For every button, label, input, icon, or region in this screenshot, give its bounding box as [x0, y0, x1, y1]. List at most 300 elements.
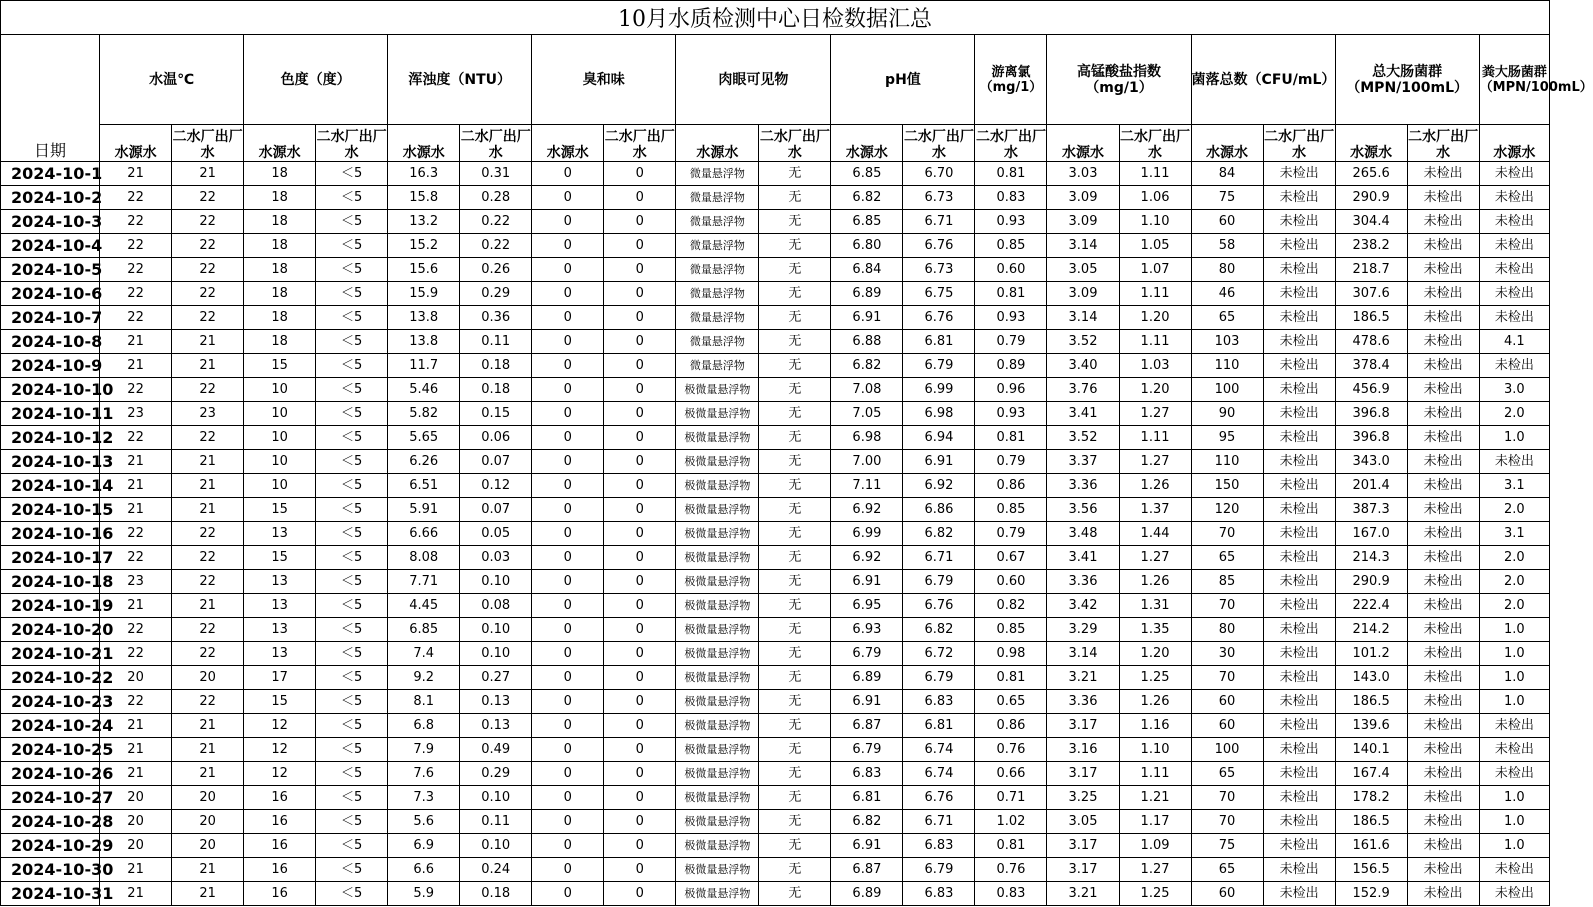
table-cell[interactable]: 13	[244, 618, 316, 642]
table-cell[interactable]: 未检出	[1263, 642, 1335, 666]
table-cell[interactable]: 201.4	[1335, 474, 1407, 498]
table-cell[interactable]: 2.0	[1479, 594, 1549, 618]
table-cell[interactable]: 3.1	[1479, 474, 1549, 498]
table-cell[interactable]: 未检出	[1263, 330, 1335, 354]
table-cell[interactable]: 无	[759, 234, 831, 258]
table-cell[interactable]: 1.0	[1479, 810, 1549, 834]
table-cell[interactable]: 极微量悬浮物	[676, 498, 759, 522]
date-cell[interactable]: 2024-10-22	[1, 666, 100, 690]
table-cell[interactable]: 21	[172, 450, 244, 474]
sub-header[interactable]: 水源水	[100, 125, 172, 162]
table-cell[interactable]: 0	[604, 426, 676, 450]
table-cell[interactable]: 6.70	[903, 162, 975, 186]
table-cell[interactable]: 1.11	[1119, 426, 1191, 450]
table-cell[interactable]: 95	[1191, 426, 1263, 450]
table-cell[interactable]: 无	[759, 666, 831, 690]
table-cell[interactable]: 6.98	[903, 402, 975, 426]
table-cell[interactable]: 未检出	[1407, 642, 1479, 666]
table-cell[interactable]: 6.66	[388, 522, 460, 546]
table-cell[interactable]: 无	[759, 402, 831, 426]
table-cell[interactable]: 3.16	[1047, 738, 1119, 762]
table-cell[interactable]: 6.79	[831, 738, 903, 762]
table-cell[interactable]: 未检出	[1263, 834, 1335, 858]
sub-header[interactable]: 水源水	[388, 125, 460, 162]
table-cell[interactable]: 1.0	[1479, 426, 1549, 450]
table-cell[interactable]: 3.09	[1047, 210, 1119, 234]
table-cell[interactable]: ＜5	[316, 810, 388, 834]
table-cell[interactable]: 3.36	[1047, 474, 1119, 498]
table-cell[interactable]: 6.79	[831, 642, 903, 666]
sub-header[interactable]: 二水厂出厂水	[460, 125, 532, 162]
table-cell[interactable]: 3.03	[1047, 162, 1119, 186]
table-cell[interactable]: 20	[172, 786, 244, 810]
table-cell[interactable]: 未检出	[1263, 282, 1335, 306]
table-cell[interactable]: 6.82	[831, 810, 903, 834]
table-cell[interactable]: 3.76	[1047, 378, 1119, 402]
table-cell[interactable]: 0.31	[460, 162, 532, 186]
table-cell[interactable]: 0	[532, 450, 604, 474]
table-cell[interactable]: 140.1	[1335, 738, 1407, 762]
table-cell[interactable]: 152.9	[1335, 882, 1407, 906]
table-cell[interactable]: 未检出	[1263, 618, 1335, 642]
table-cell[interactable]: 70	[1191, 786, 1263, 810]
table-cell[interactable]: 0.29	[460, 282, 532, 306]
table-cell[interactable]: 110	[1191, 354, 1263, 378]
group-header[interactable]: 高锰酸盐指数（mg/1）	[1047, 35, 1191, 125]
table-cell[interactable]: 22	[100, 546, 172, 570]
table-cell[interactable]: 0.36	[460, 306, 532, 330]
table-cell[interactable]: 1.27	[1119, 402, 1191, 426]
table-cell[interactable]: 90	[1191, 402, 1263, 426]
table-cell[interactable]: 3.17	[1047, 762, 1119, 786]
table-cell[interactable]: 未检出	[1263, 738, 1335, 762]
table-cell[interactable]: 1.02	[975, 810, 1047, 834]
table-cell[interactable]: 微量悬浮物	[676, 162, 759, 186]
sub-header[interactable]: 二水厂出厂水	[975, 125, 1047, 162]
table-cell[interactable]: 1.25	[1119, 666, 1191, 690]
table-cell[interactable]: 未检出	[1407, 450, 1479, 474]
table-cell[interactable]: 1.09	[1119, 834, 1191, 858]
table-cell[interactable]: 22	[172, 306, 244, 330]
table-cell[interactable]: 222.4	[1335, 594, 1407, 618]
date-cell[interactable]: 2024-10-27	[1, 786, 100, 810]
table-cell[interactable]: 60	[1191, 690, 1263, 714]
table-cell[interactable]: 21	[100, 330, 172, 354]
table-cell[interactable]: 0.71	[975, 786, 1047, 810]
date-cell[interactable]: 2024-10-8	[1, 330, 100, 354]
table-cell[interactable]: 0.82	[975, 594, 1047, 618]
table-cell[interactable]: 22	[100, 426, 172, 450]
table-cell[interactable]: 16	[244, 810, 316, 834]
table-cell[interactable]: 75	[1191, 834, 1263, 858]
table-cell[interactable]: 极微量悬浮物	[676, 858, 759, 882]
table-cell[interactable]: 16	[244, 858, 316, 882]
table-cell[interactable]: 6.9	[388, 834, 460, 858]
group-header[interactable]: 菌落总数（CFU/mL）	[1191, 35, 1335, 125]
table-cell[interactable]: 1.0	[1479, 834, 1549, 858]
table-cell[interactable]: 微量悬浮物	[676, 282, 759, 306]
table-cell[interactable]: 6.92	[903, 474, 975, 498]
table-cell[interactable]: 21	[172, 162, 244, 186]
table-cell[interactable]: 未检出	[1263, 594, 1335, 618]
table-cell[interactable]: 0.22	[460, 210, 532, 234]
table-cell[interactable]: 无	[759, 810, 831, 834]
table-cell[interactable]: 3.09	[1047, 282, 1119, 306]
table-cell[interactable]: 21	[172, 858, 244, 882]
table-cell[interactable]: 7.08	[831, 378, 903, 402]
table-cell[interactable]: ＜5	[316, 162, 388, 186]
table-cell[interactable]: 6.79	[903, 570, 975, 594]
table-cell[interactable]: 22	[172, 546, 244, 570]
date-cell[interactable]: 2024-10-4	[1, 234, 100, 258]
table-cell[interactable]: 2.0	[1479, 546, 1549, 570]
table-cell[interactable]: 3.05	[1047, 258, 1119, 282]
table-cell[interactable]: 0	[532, 330, 604, 354]
table-cell[interactable]: 1.0	[1479, 786, 1549, 810]
table-cell[interactable]: 167.0	[1335, 522, 1407, 546]
table-cell[interactable]: 20	[100, 834, 172, 858]
table-cell[interactable]: 15.9	[388, 282, 460, 306]
table-cell[interactable]: 21	[100, 714, 172, 738]
table-cell[interactable]: 0	[604, 642, 676, 666]
table-cell[interactable]: 0	[604, 570, 676, 594]
table-cell[interactable]: 6.79	[903, 354, 975, 378]
table-cell[interactable]: 7.00	[831, 450, 903, 474]
table-cell[interactable]: 未检出	[1263, 810, 1335, 834]
table-cell[interactable]: 6.82	[903, 522, 975, 546]
table-cell[interactable]: ＜5	[316, 306, 388, 330]
table-cell[interactable]: 0.06	[460, 426, 532, 450]
table-cell[interactable]: 0.12	[460, 474, 532, 498]
table-cell[interactable]: 15	[244, 354, 316, 378]
table-cell[interactable]: 20	[100, 786, 172, 810]
table-cell[interactable]: 10	[244, 450, 316, 474]
table-cell[interactable]: 378.4	[1335, 354, 1407, 378]
table-cell[interactable]: ＜5	[316, 402, 388, 426]
table-cell[interactable]: 0.81	[975, 282, 1047, 306]
table-cell[interactable]: 21	[172, 474, 244, 498]
table-cell[interactable]: ＜5	[316, 858, 388, 882]
table-cell[interactable]: 6.92	[831, 498, 903, 522]
table-cell[interactable]: 17	[244, 666, 316, 690]
table-cell[interactable]: 极微量悬浮物	[676, 714, 759, 738]
table-cell[interactable]: 11.7	[388, 354, 460, 378]
table-cell[interactable]: 未检出	[1263, 762, 1335, 786]
table-cell[interactable]: 80	[1191, 258, 1263, 282]
table-cell[interactable]: 3.52	[1047, 426, 1119, 450]
table-cell[interactable]: 3.36	[1047, 570, 1119, 594]
table-cell[interactable]: 9.2	[388, 666, 460, 690]
table-cell[interactable]: 微量悬浮物	[676, 186, 759, 210]
table-cell[interactable]: 7.3	[388, 786, 460, 810]
table-cell[interactable]: 101.2	[1335, 642, 1407, 666]
table-cell[interactable]: 0	[604, 450, 676, 474]
table-cell[interactable]: 21	[100, 474, 172, 498]
date-cell[interactable]: 2024-10-30	[1, 858, 100, 882]
table-cell[interactable]: 6.85	[831, 210, 903, 234]
table-cell[interactable]: 1.10	[1119, 210, 1191, 234]
sub-header[interactable]: 二水厂出厂水	[903, 125, 975, 162]
table-cell[interactable]: 极微量悬浮物	[676, 642, 759, 666]
table-cell[interactable]: 0	[532, 762, 604, 786]
table-cell[interactable]: 未检出	[1263, 666, 1335, 690]
table-cell[interactable]: 6.83	[903, 834, 975, 858]
date-cell[interactable]: 2024-10-6	[1, 282, 100, 306]
table-cell[interactable]: 22	[100, 210, 172, 234]
sub-header[interactable]: 二水厂出厂水	[1407, 125, 1479, 162]
group-header[interactable]: 肉眼可见物	[676, 35, 831, 125]
date-cell[interactable]: 2024-10-14	[1, 474, 100, 498]
table-cell[interactable]: 396.8	[1335, 402, 1407, 426]
table-cell[interactable]: 极微量悬浮物	[676, 474, 759, 498]
table-cell[interactable]: 0.13	[460, 690, 532, 714]
table-cell[interactable]: 未检出	[1407, 330, 1479, 354]
table-cell[interactable]: 6.84	[831, 258, 903, 282]
table-cell[interactable]: 未检出	[1479, 714, 1549, 738]
table-cell[interactable]: 微量悬浮物	[676, 210, 759, 234]
table-cell[interactable]: 极微量悬浮物	[676, 834, 759, 858]
date-cell[interactable]: 2024-10-31	[1, 882, 100, 906]
table-cell[interactable]: 21	[172, 714, 244, 738]
table-cell[interactable]: 30	[1191, 642, 1263, 666]
table-cell[interactable]: 20	[172, 666, 244, 690]
table-cell[interactable]: 1.26	[1119, 570, 1191, 594]
date-header[interactable]: 日期	[1, 35, 100, 162]
table-cell[interactable]: 未检出	[1407, 354, 1479, 378]
table-cell[interactable]: ＜5	[316, 570, 388, 594]
table-cell[interactable]: 84	[1191, 162, 1263, 186]
table-cell[interactable]: ＜5	[316, 666, 388, 690]
table-cell[interactable]: 21	[100, 858, 172, 882]
table-cell[interactable]: 70	[1191, 810, 1263, 834]
table-cell[interactable]: ＜5	[316, 354, 388, 378]
table-cell[interactable]: 无	[759, 618, 831, 642]
table-cell[interactable]: 无	[759, 258, 831, 282]
table-cell[interactable]: ＜5	[316, 282, 388, 306]
table-cell[interactable]: 无	[759, 834, 831, 858]
table-cell[interactable]: 未检出	[1407, 546, 1479, 570]
table-cell[interactable]: 6.81	[831, 786, 903, 810]
table-cell[interactable]: 22	[100, 186, 172, 210]
table-cell[interactable]: ＜5	[316, 186, 388, 210]
table-cell[interactable]: 13.2	[388, 210, 460, 234]
table-cell[interactable]: 0.89	[975, 354, 1047, 378]
table-cell[interactable]: 未检出	[1263, 234, 1335, 258]
table-cell[interactable]: 无	[759, 690, 831, 714]
table-cell[interactable]: 未检出	[1407, 162, 1479, 186]
table-cell[interactable]: 0.24	[460, 858, 532, 882]
table-cell[interactable]: 未检出	[1263, 426, 1335, 450]
table-cell[interactable]: 0.81	[975, 162, 1047, 186]
table-cell[interactable]: 6.51	[388, 474, 460, 498]
table-cell[interactable]: 4.45	[388, 594, 460, 618]
table-cell[interactable]: 5.82	[388, 402, 460, 426]
table-cell[interactable]: 1.35	[1119, 618, 1191, 642]
table-cell[interactable]: 186.5	[1335, 690, 1407, 714]
table-cell[interactable]: 0	[532, 522, 604, 546]
table-cell[interactable]: 6.82	[903, 618, 975, 642]
table-cell[interactable]: 6.98	[831, 426, 903, 450]
table-cell[interactable]: 15.2	[388, 234, 460, 258]
table-cell[interactable]: 265.6	[1335, 162, 1407, 186]
table-cell[interactable]: 1.20	[1119, 378, 1191, 402]
sub-header[interactable]: 水源水	[1191, 125, 1263, 162]
table-cell[interactable]: 22	[172, 522, 244, 546]
table-cell[interactable]: 未检出	[1479, 210, 1549, 234]
table-cell[interactable]: 1.0	[1479, 690, 1549, 714]
table-cell[interactable]: 极微量悬浮物	[676, 882, 759, 906]
table-cell[interactable]: 0	[532, 834, 604, 858]
table-cell[interactable]: 6.71	[903, 810, 975, 834]
table-cell[interactable]: 0	[532, 354, 604, 378]
table-cell[interactable]: 7.9	[388, 738, 460, 762]
table-cell[interactable]: 0	[604, 498, 676, 522]
table-cell[interactable]: 0	[532, 402, 604, 426]
table-cell[interactable]: 0.10	[460, 642, 532, 666]
table-cell[interactable]: ＜5	[316, 330, 388, 354]
table-cell[interactable]: 10	[244, 426, 316, 450]
table-cell[interactable]: ＜5	[316, 834, 388, 858]
table-cell[interactable]: 未检出	[1479, 162, 1549, 186]
table-cell[interactable]: 0.18	[460, 882, 532, 906]
table-cell[interactable]: 6.83	[903, 690, 975, 714]
date-cell[interactable]: 2024-10-23	[1, 690, 100, 714]
table-cell[interactable]: 0	[532, 498, 604, 522]
table-cell[interactable]: 0.93	[975, 402, 1047, 426]
table-cell[interactable]: 3.17	[1047, 858, 1119, 882]
table-cell[interactable]: 396.8	[1335, 426, 1407, 450]
table-cell[interactable]: 307.6	[1335, 282, 1407, 306]
table-cell[interactable]: 无	[759, 426, 831, 450]
table-cell[interactable]: 未检出	[1263, 258, 1335, 282]
table-cell[interactable]: 0	[532, 618, 604, 642]
table-cell[interactable]: 极微量悬浮物	[676, 618, 759, 642]
table-cell[interactable]: 13	[244, 522, 316, 546]
table-cell[interactable]: 1.27	[1119, 546, 1191, 570]
table-cell[interactable]: 3.37	[1047, 450, 1119, 474]
table-cell[interactable]: 85	[1191, 570, 1263, 594]
table-cell[interactable]: 18	[244, 234, 316, 258]
table-cell[interactable]: 未检出	[1479, 306, 1549, 330]
table-cell[interactable]: 6.95	[831, 594, 903, 618]
table-cell[interactable]: 6.73	[903, 186, 975, 210]
table-cell[interactable]: ＜5	[316, 474, 388, 498]
date-cell[interactable]: 2024-10-26	[1, 762, 100, 786]
table-cell[interactable]: 5.65	[388, 426, 460, 450]
table-cell[interactable]: 65	[1191, 546, 1263, 570]
table-cell[interactable]: 未检出	[1407, 282, 1479, 306]
table-cell[interactable]: 未检出	[1479, 354, 1549, 378]
date-cell[interactable]: 2024-10-24	[1, 714, 100, 738]
table-cell[interactable]: 0	[532, 810, 604, 834]
table-cell[interactable]: 3.0	[1479, 378, 1549, 402]
table-cell[interactable]: ＜5	[316, 738, 388, 762]
table-cell[interactable]: 100	[1191, 738, 1263, 762]
table-cell[interactable]: 1.11	[1119, 282, 1191, 306]
table-cell[interactable]: 15.8	[388, 186, 460, 210]
date-cell[interactable]: 2024-10-15	[1, 498, 100, 522]
table-cell[interactable]: 22	[172, 258, 244, 282]
table-cell[interactable]: 0	[604, 402, 676, 426]
table-cell[interactable]: 7.71	[388, 570, 460, 594]
table-cell[interactable]: 0	[604, 594, 676, 618]
table-cell[interactable]: 0	[604, 354, 676, 378]
table-cell[interactable]: 10	[244, 378, 316, 402]
table-cell[interactable]: 0.60	[975, 258, 1047, 282]
table-cell[interactable]: 65	[1191, 858, 1263, 882]
table-cell[interactable]: 极微量悬浮物	[676, 666, 759, 690]
group-header[interactable]: 水温℃	[100, 35, 244, 125]
table-cell[interactable]: 6.74	[903, 762, 975, 786]
table-cell[interactable]: ＜5	[316, 498, 388, 522]
table-cell[interactable]: 未检出	[1479, 186, 1549, 210]
table-cell[interactable]: 6.91	[903, 450, 975, 474]
table-cell[interactable]: 6.91	[831, 570, 903, 594]
table-cell[interactable]: 0	[532, 786, 604, 810]
table-cell[interactable]: 微量悬浮物	[676, 354, 759, 378]
table-cell[interactable]: 0	[604, 858, 676, 882]
table-cell[interactable]: 0.07	[460, 450, 532, 474]
table-cell[interactable]: 0	[604, 210, 676, 234]
table-cell[interactable]: 16	[244, 786, 316, 810]
table-cell[interactable]: 186.5	[1335, 306, 1407, 330]
table-cell[interactable]: 21	[172, 882, 244, 906]
table-cell[interactable]: 0.86	[975, 714, 1047, 738]
table-cell[interactable]: 22	[172, 282, 244, 306]
table-cell[interactable]: 未检出	[1263, 306, 1335, 330]
table-cell[interactable]: 1.10	[1119, 738, 1191, 762]
table-cell[interactable]: 6.76	[903, 306, 975, 330]
table-cell[interactable]: 无	[759, 570, 831, 594]
table-cell[interactable]: 微量悬浮物	[676, 330, 759, 354]
table-cell[interactable]: 20	[100, 810, 172, 834]
table-cell[interactable]: 0.66	[975, 762, 1047, 786]
table-cell[interactable]: 70	[1191, 666, 1263, 690]
date-cell[interactable]: 2024-10-17	[1, 546, 100, 570]
date-cell[interactable]: 2024-10-19	[1, 594, 100, 618]
table-cell[interactable]: 6.87	[831, 858, 903, 882]
table-cell[interactable]: 0	[532, 570, 604, 594]
table-cell[interactable]: 1.44	[1119, 522, 1191, 546]
table-cell[interactable]: 22	[172, 234, 244, 258]
table-cell[interactable]: 6.76	[903, 786, 975, 810]
date-cell[interactable]: 2024-10-13	[1, 450, 100, 474]
table-cell[interactable]: 0	[604, 738, 676, 762]
table-cell[interactable]: 3.36	[1047, 690, 1119, 714]
table-cell[interactable]: 218.7	[1335, 258, 1407, 282]
table-cell[interactable]: 0	[604, 834, 676, 858]
table-cell[interactable]: 22	[100, 234, 172, 258]
table-cell[interactable]: 21	[172, 354, 244, 378]
table-cell[interactable]: 6.85	[831, 162, 903, 186]
table-cell[interactable]: 微量悬浮物	[676, 234, 759, 258]
table-cell[interactable]: 20	[100, 666, 172, 690]
table-cell[interactable]: 22	[100, 282, 172, 306]
table-cell[interactable]: 极微量悬浮物	[676, 594, 759, 618]
table-cell[interactable]: 0	[604, 234, 676, 258]
table-cell[interactable]: 110	[1191, 450, 1263, 474]
table-cell[interactable]: 1.20	[1119, 642, 1191, 666]
table-cell[interactable]: ＜5	[316, 522, 388, 546]
table-cell[interactable]: 极微量悬浮物	[676, 786, 759, 810]
table-cell[interactable]: 6.81	[903, 330, 975, 354]
table-cell[interactable]: 0	[604, 762, 676, 786]
table-cell[interactable]: 0	[532, 306, 604, 330]
table-cell[interactable]: 2.0	[1479, 498, 1549, 522]
table-cell[interactable]: 无	[759, 594, 831, 618]
table-cell[interactable]: 0.05	[460, 522, 532, 546]
table-cell[interactable]: 80	[1191, 618, 1263, 642]
